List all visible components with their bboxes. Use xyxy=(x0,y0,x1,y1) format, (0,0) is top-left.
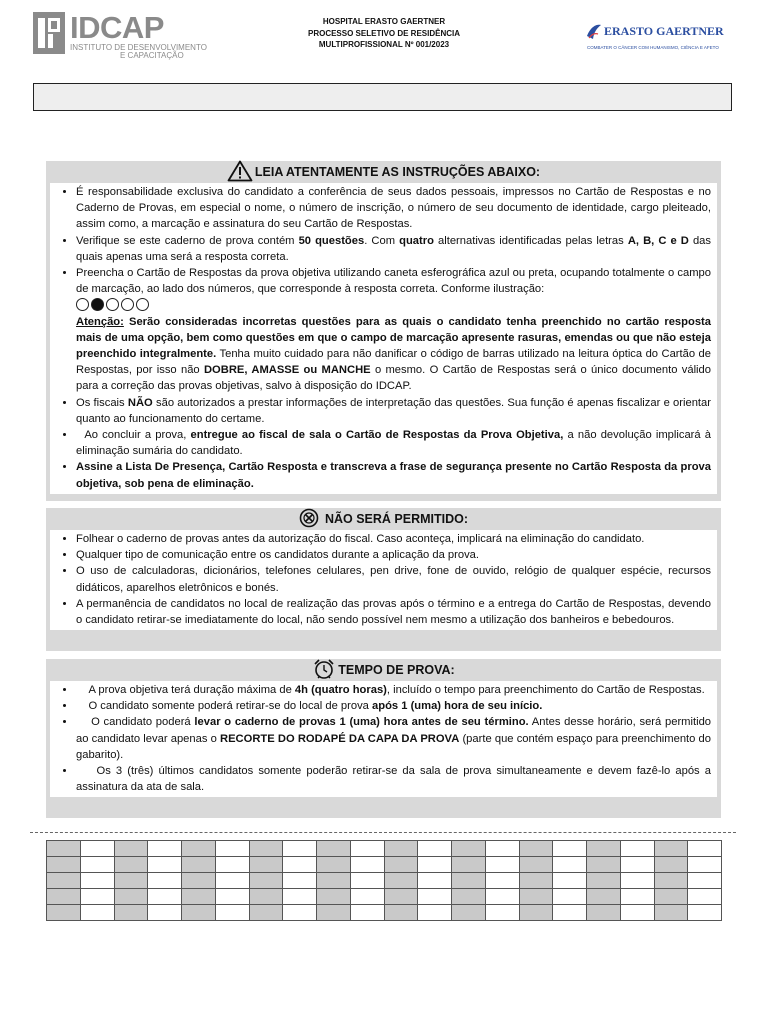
grid-answer-cell xyxy=(148,873,182,889)
grid-answer-cell xyxy=(148,857,182,873)
grid-answer-cell xyxy=(620,841,654,857)
grid-answer-cell xyxy=(215,841,249,857)
grid-number-cell xyxy=(384,905,418,921)
table-row xyxy=(47,905,722,921)
instructions-section xyxy=(46,161,721,501)
prohibited-title-bar xyxy=(46,508,721,530)
grid-number-cell xyxy=(182,873,216,889)
grid-answer-cell xyxy=(283,889,317,905)
table-row xyxy=(47,841,722,857)
grid-number-cell xyxy=(384,889,418,905)
idcap-logo-text: IDCAP xyxy=(70,10,164,45)
grid-answer-cell xyxy=(418,841,452,857)
grid-answer-cell xyxy=(350,873,384,889)
grid-number-cell xyxy=(452,873,486,889)
grid-number-cell xyxy=(114,873,148,889)
list-item: • A prova objetiva terá duração máxima de 4h (quatro horas), incluído o tempo para preenchimento do Cartão de Respostas. xyxy=(76,682,711,698)
idcap-logo-subtitle: INSTITUTO DE DESENVOLVIMENTO xyxy=(70,43,207,52)
list-item: • É responsabilidade exclusiva do candidato a conferência de seus dados pessoais, impressos no Cartão de Respostas e no Caderno de Provas, em especial o nome, o número de inscrição, o número de seu documento de identidade, cargo pleiteado, assim como, a marcação e assinatura do seu Cartão de Respostas. xyxy=(76,184,711,233)
grid-answer-cell xyxy=(80,889,114,905)
idcap-logo-subtitle-2: E CAPACITAÇÃO xyxy=(120,51,184,60)
list-item: • A permanência de candidatos no local de realização das provas após o término e a entrega do Cartão de Respostas, devendo o candidato retirar-se imediatamente do local, não sendo possível nem mesmo a utilização dos banheiros e bebedouros. xyxy=(76,596,711,628)
cut-line xyxy=(30,832,736,833)
table-row xyxy=(47,857,722,873)
header-process: PROCESSO SELETIVO DE RESIDÊNCIA xyxy=(307,28,461,38)
list-item: • O candidato somente poderá retirar-se do local de prova após 1 (uma) hora de seu início. xyxy=(76,698,711,714)
grid-number-cell xyxy=(587,857,621,873)
grid-number-cell xyxy=(249,857,283,873)
instructions-body xyxy=(50,183,717,494)
grid-number-cell xyxy=(114,905,148,921)
grid-answer-cell xyxy=(215,873,249,889)
grid-answer-cell xyxy=(688,841,722,857)
grid-answer-cell xyxy=(620,873,654,889)
list-item: • Assine a Lista De Presença, Cartão Resposta e transcreva a frase de segurança presente no Cartão Resposta da prova objetiva, sob pena de eliminação. xyxy=(76,459,711,491)
grid-answer-cell xyxy=(485,841,519,857)
time-section xyxy=(46,659,721,818)
grid-number-cell xyxy=(452,841,486,857)
grid-answer-cell xyxy=(80,841,114,857)
grid-answer-cell xyxy=(418,889,452,905)
answer-grid xyxy=(46,840,722,921)
grid-number-cell xyxy=(249,889,283,905)
grid-answer-cell xyxy=(688,857,722,873)
grid-answer-cell xyxy=(553,889,587,905)
answer-bubble-icon xyxy=(136,298,149,311)
answer-bubble-icon xyxy=(106,298,119,311)
grid-answer-cell xyxy=(80,857,114,873)
grid-number-cell xyxy=(114,889,148,905)
grid-number-cell xyxy=(384,873,418,889)
time-title: TEMPO DE PROVA: xyxy=(338,663,455,677)
grid-number-cell xyxy=(654,857,688,873)
list-item: • Ao concluir a prova, entregue ao fiscal de sala o Cartão de Respostas da Prova Objetiva, a não devolução implicará à eliminação sumária do candidato. xyxy=(76,427,711,459)
idcap-logo xyxy=(33,10,207,60)
grid-number-cell xyxy=(47,905,81,921)
grid-answer-cell xyxy=(485,889,519,905)
grid-number-cell xyxy=(384,841,418,857)
grid-number-cell xyxy=(182,889,216,905)
grid-answer-cell xyxy=(485,857,519,873)
answer-bubble-filled-icon xyxy=(91,298,104,311)
grid-number-cell xyxy=(249,841,283,857)
idcap-logo-mark-icon xyxy=(33,12,65,54)
prohibited-title: NÃO SERÁ PERMITIDO: xyxy=(324,512,469,526)
erasto-logo-text: ERASTO GAERTNER xyxy=(604,24,724,38)
prohibited-body xyxy=(50,530,717,630)
warning-icon xyxy=(227,160,253,185)
grid-number-cell xyxy=(47,857,81,873)
grid-number-cell xyxy=(182,841,216,857)
grid-number-cell xyxy=(249,905,283,921)
grid-number-cell xyxy=(114,841,148,857)
grid-number-cell xyxy=(452,889,486,905)
prohibited-icon xyxy=(299,508,319,531)
grid-number-cell xyxy=(587,841,621,857)
list-item: • Os fiscais NÃO são autorizados a prestar informações de interpretação das questões. Sua função é apenas fiscalizar e orientar quanto ao funcionamento do certame. xyxy=(76,395,711,427)
grid-answer-cell xyxy=(418,905,452,921)
list-item: • Verifique se este caderno de prova contém 50 questões. Com quatro alternativas identificadas pelas letras A, B, C e D das quais apenas uma será a resposta correta. xyxy=(76,233,711,265)
grid-number-cell xyxy=(519,841,553,857)
erasto-logo-tagline: COMBATER O CÂNCER COM HUMANISMO, CIÊNCIA E AFETO xyxy=(587,45,719,50)
table-row xyxy=(47,889,722,905)
grid-answer-cell xyxy=(553,841,587,857)
grid-answer-cell xyxy=(553,905,587,921)
grid-number-cell xyxy=(452,905,486,921)
list-item: • Os 3 (três) últimos candidatos somente poderão retirar-se da sala de prova simultaneamente e devem fazê-lo após a assinatura da ata de sala. xyxy=(76,763,711,795)
grid-answer-cell xyxy=(350,889,384,905)
grid-answer-cell xyxy=(485,873,519,889)
grid-answer-cell xyxy=(620,889,654,905)
bird-icon xyxy=(585,22,603,42)
grid-answer-cell xyxy=(283,873,317,889)
grid-number-cell xyxy=(587,889,621,905)
grid-number-cell xyxy=(317,905,351,921)
grid-answer-cell xyxy=(418,873,452,889)
grid-number-cell xyxy=(587,905,621,921)
time-body xyxy=(50,681,717,797)
grid-answer-cell xyxy=(350,841,384,857)
grid-number-cell xyxy=(317,857,351,873)
header-edital: MULTIPROFISSIONAL Nº 001/2023 xyxy=(318,40,450,49)
list-item: • O uso de calculadoras, dicionários, telefones celulares, pen drive, fone de ouvido, relógio de qualquer espécie, recursos didáticos, aparelhos eletrônicos e bonés. xyxy=(76,563,711,595)
grid-answer-cell xyxy=(553,873,587,889)
grid-number-cell xyxy=(249,873,283,889)
grid-number-cell xyxy=(587,873,621,889)
grid-number-cell xyxy=(654,841,688,857)
document-header xyxy=(250,16,518,51)
grid-number-cell xyxy=(182,857,216,873)
answer-bubble-icon xyxy=(121,298,134,311)
grid-number-cell xyxy=(519,905,553,921)
answer-mark-illustration xyxy=(76,298,149,311)
list-item: • O candidato poderá levar o caderno de provas 1 (uma) hora antes de seu término. Antes desse horário, será permitido ao candidato levar apenas o RECORTE DO RODAPÉ DA CAPA DA PROVA (parte que contém espaço para preenchimento do gabarito). xyxy=(76,714,711,763)
grid-answer-cell xyxy=(215,889,249,905)
list-item: • Folhear o caderno de provas antes da autorização do fiscal. Caso aconteça, implicará na eliminação do candidato. xyxy=(76,531,711,547)
grid-answer-cell xyxy=(553,857,587,873)
candidate-info-box xyxy=(33,83,732,111)
grid-number-cell xyxy=(654,905,688,921)
grid-answer-cell xyxy=(215,857,249,873)
instructions-title: LEIA ATENTAMENTE AS INSTRUÇÕES ABAIXO: xyxy=(254,165,541,179)
alarm-clock-icon xyxy=(312,658,336,683)
grid-answer-cell xyxy=(620,857,654,873)
grid-number-cell xyxy=(384,857,418,873)
grid-answer-cell xyxy=(283,857,317,873)
grid-answer-cell xyxy=(148,905,182,921)
grid-answer-cell xyxy=(350,857,384,873)
grid-number-cell xyxy=(114,857,148,873)
table-row xyxy=(47,873,722,889)
grid-answer-cell xyxy=(283,841,317,857)
grid-answer-cell xyxy=(80,873,114,889)
grid-number-cell xyxy=(317,889,351,905)
attention-label: Atenção: xyxy=(76,315,124,328)
grid-answer-cell xyxy=(148,889,182,905)
grid-answer-cell xyxy=(215,905,249,921)
list-item: • Qualquer tipo de comunicação entre os candidatos durante a aplicação da prova. xyxy=(76,547,711,563)
grid-number-cell xyxy=(47,841,81,857)
grid-number-cell xyxy=(654,889,688,905)
grid-number-cell xyxy=(47,873,81,889)
erasto-gaertner-logo xyxy=(585,22,735,56)
list-item: • Preencha o Cartão de Respostas da prova objetiva utilizando caneta esferográfica azul ou preta, ocupando totalmente o campo de marcação, ao lado dos números, que corresponde à resposta correta. Conforme ilustração: Atenção: Serão consideradas incorretas questões para as quais o candidato tenha preenchido no cartão resposta mais de uma opção, bem como questões em que o campo de marcação apresente rasuras, emendas ou que não esteja preenchido integralmente. Tenha muito cuidado para não danificar o código de barras utilizado na leitura óptica do Cartão de Respostas, por isso não DOBRE, AMASSE ou MANCHE o mesmo. O Cartão de Respostas será o único documento válido para a correção das provas objetivas, salvo à disposição do IDCAP. xyxy=(76,265,711,395)
grid-answer-cell xyxy=(688,905,722,921)
grid-answer-cell xyxy=(485,905,519,921)
grid-number-cell xyxy=(519,889,553,905)
grid-number-cell xyxy=(519,857,553,873)
grid-number-cell xyxy=(47,889,81,905)
header-hospital: HOSPITAL ERASTO GAERTNER xyxy=(322,17,446,26)
grid-answer-cell xyxy=(688,889,722,905)
grid-answer-cell xyxy=(80,905,114,921)
grid-number-cell xyxy=(654,873,688,889)
time-title-bar xyxy=(46,659,721,681)
grid-number-cell xyxy=(317,873,351,889)
grid-answer-cell xyxy=(350,905,384,921)
grid-number-cell xyxy=(519,873,553,889)
grid-number-cell xyxy=(317,841,351,857)
grid-number-cell xyxy=(452,857,486,873)
prohibited-section xyxy=(46,508,721,651)
grid-answer-cell xyxy=(418,857,452,873)
grid-answer-cell xyxy=(688,873,722,889)
answer-bubble-icon xyxy=(76,298,89,311)
grid-answer-cell xyxy=(620,905,654,921)
instructions-title-bar xyxy=(46,161,721,183)
grid-answer-cell xyxy=(283,905,317,921)
grid-number-cell xyxy=(182,905,216,921)
grid-answer-cell xyxy=(148,841,182,857)
